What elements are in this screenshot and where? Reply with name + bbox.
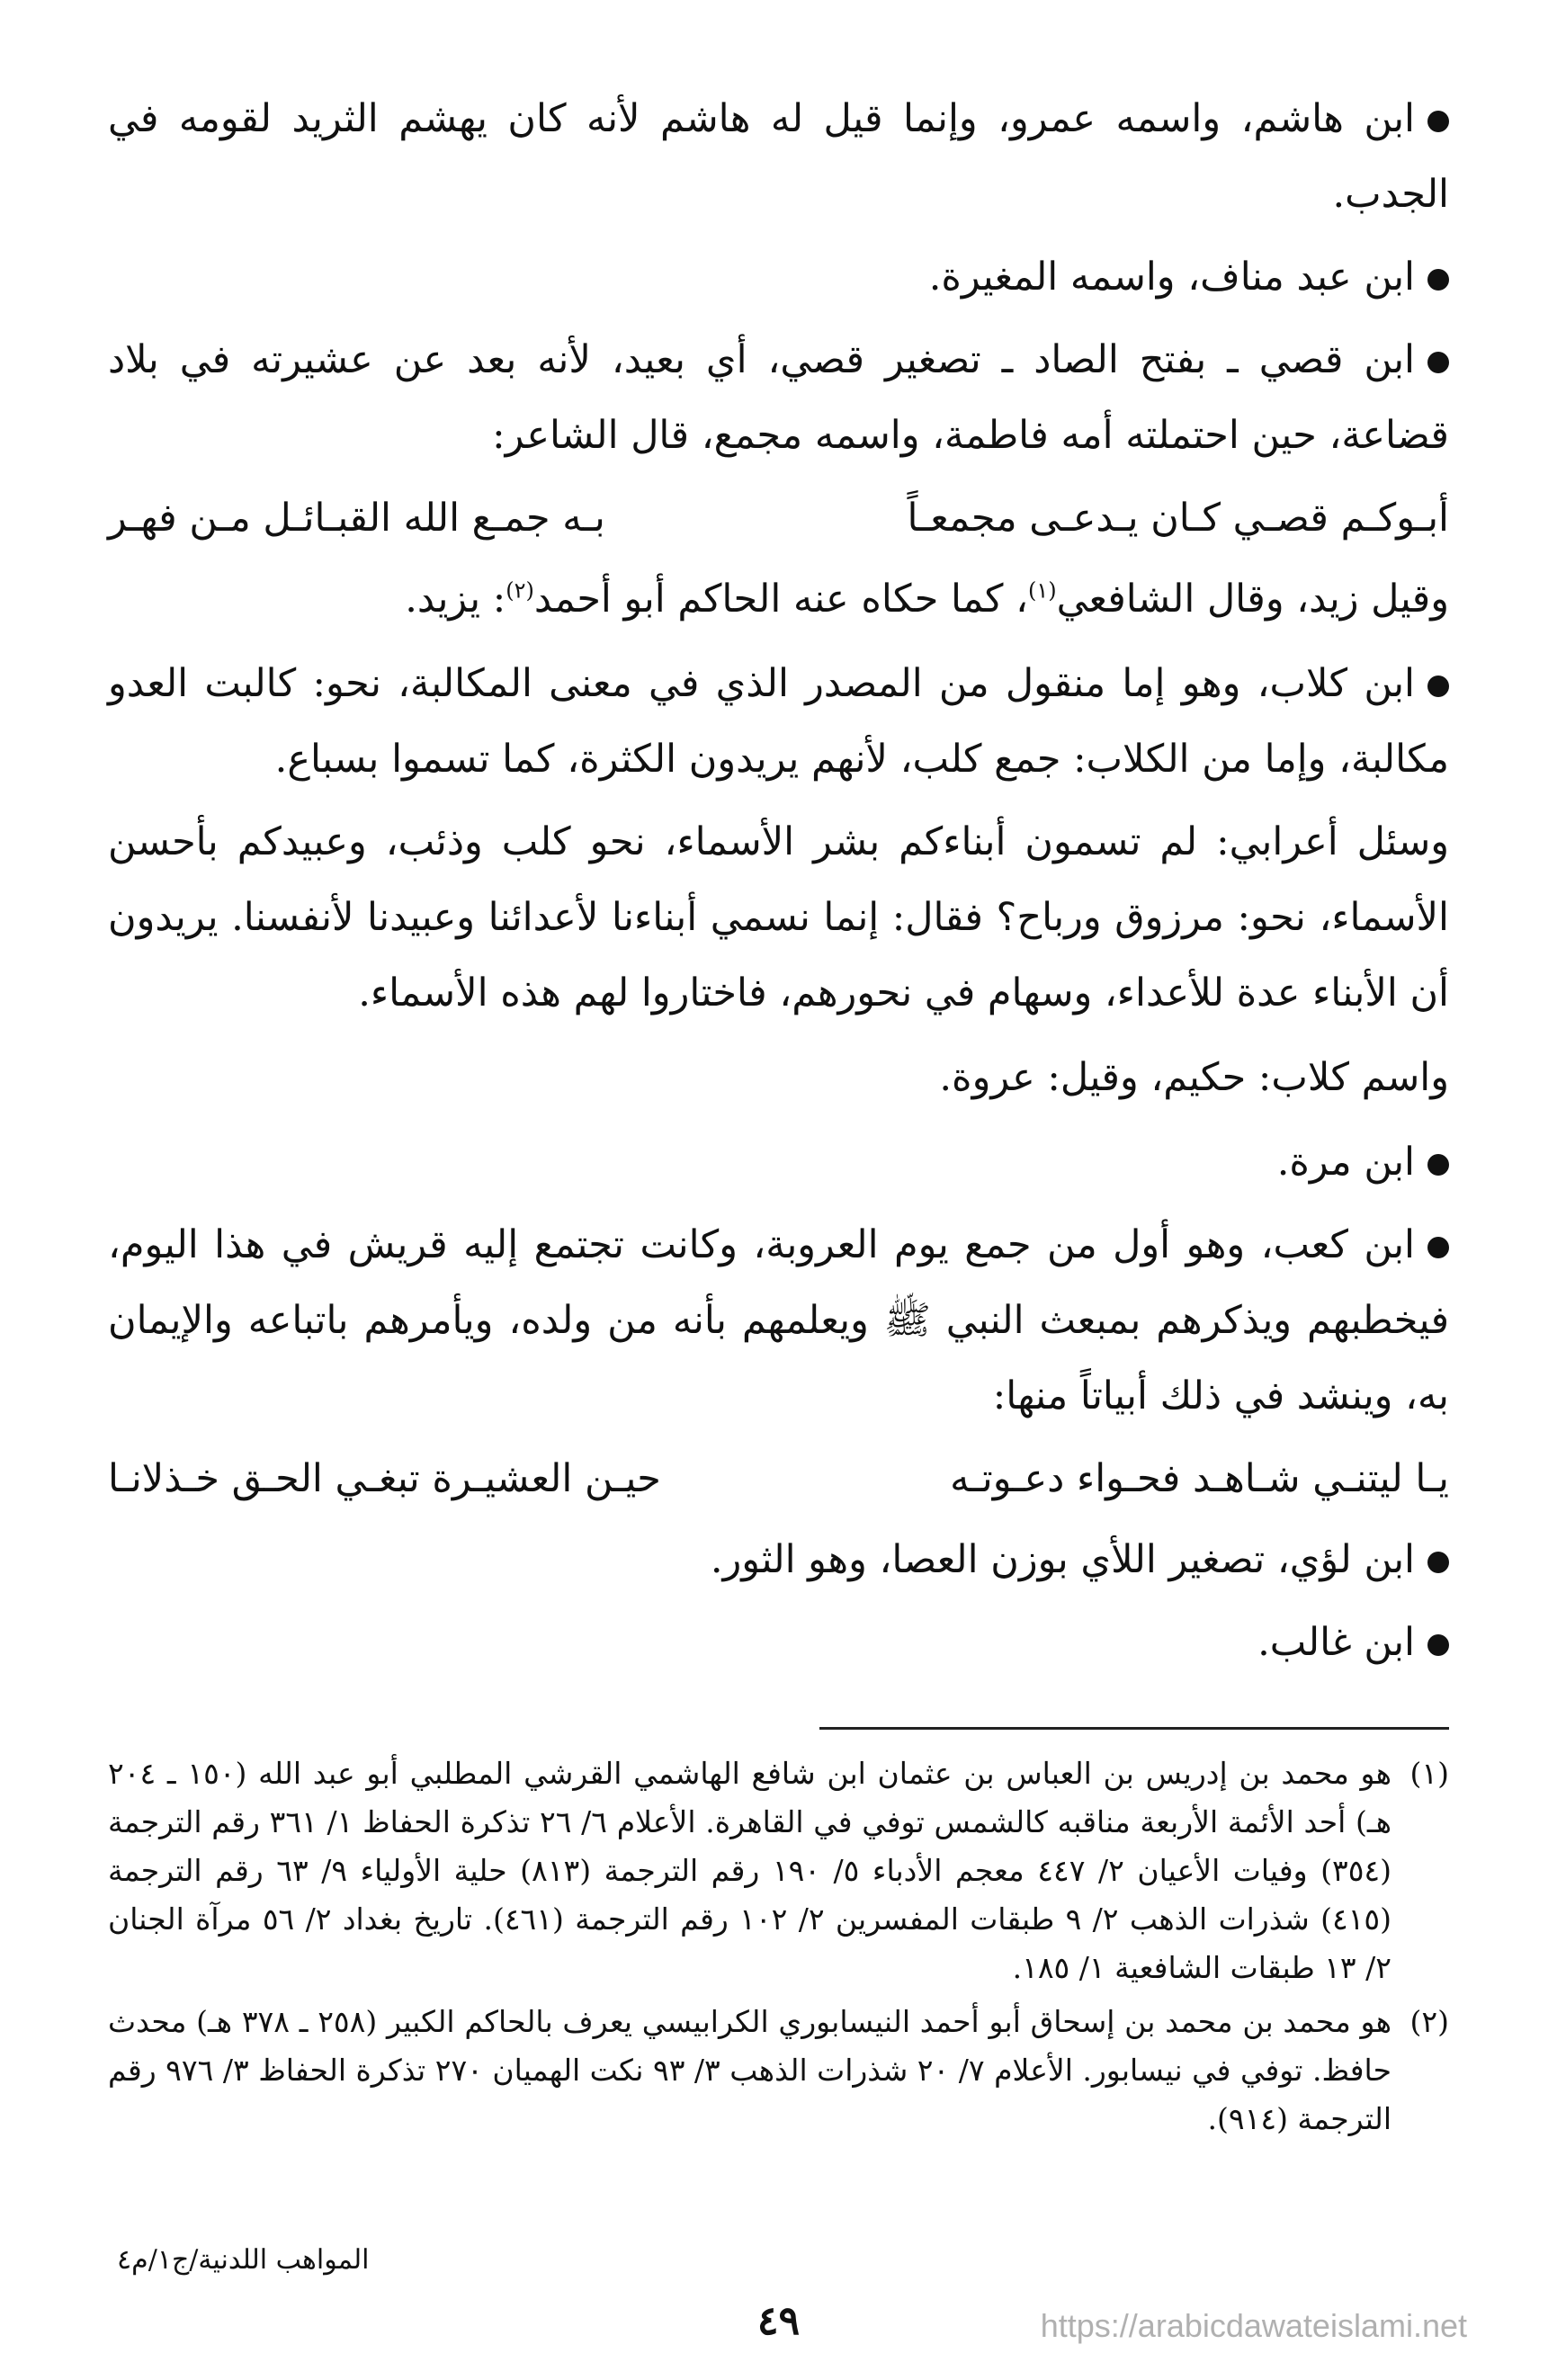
paragraph-zayd xyxy=(108,561,1449,637)
zayd-text-pre: وقيل زيد، وقال الشافعي xyxy=(1056,577,1449,622)
bullet-icon xyxy=(1427,111,1449,132)
paragraph-text: ابن مرة. xyxy=(1276,1140,1415,1185)
paragraph-text: ابن غالب. xyxy=(1257,1620,1415,1665)
paragraph-ibn-kilab xyxy=(108,646,1449,797)
footnote-text: هو محمد بن محمد بن إسحاق أبو أحمد النيسابوري الكرابيسي يعرف بالحاكم الكبير (٢٥٨ ـ ٣٧٨ هـ) محدث حافظ. توفي في نيسابور. الأعلام ٧/ ٢٠ شذرات الذهب ٣/ ٩٣ نكت الهميان ٢٧٠ تذكرة الحفاظ ٣/ ٩٧٦ رقم الترجمة (٩١٤). xyxy=(108,2004,1391,2136)
poem-verse-2 xyxy=(108,1441,1449,1517)
paragraph-ibn-hashim xyxy=(108,81,1449,232)
verse-first-hemistich: أبـوكـم قصـي كـان يـدعـى مجمعـاً xyxy=(907,496,1449,541)
poem-verse-1 xyxy=(108,480,1449,556)
footnote-number: (١) xyxy=(1409,1756,1449,1791)
paragraph-text: وسئل أعرابي: لم تسمون أبناءكم بشر الأسماء، نحو كلب وذئب، وعبيدكم بأحسن الأسماء، نحو: مرزوق ورباح؟ فقال: إنما نسمي أبناءنا لأعدائنا وعبيدنا لأنفسنا. يريدون أن الأبناء عدة للأعداء، وسهام في نحورهم، فاختاروا لهم هذه الأسماء. xyxy=(108,819,1449,1016)
paragraph-text: ابن كلاب، وهو إما منقول من المصدر الذي في معنى المكالبة، نحو: كالبت العدو مكالبة، وإما من الكلاب: جمع كلب، لأنهم يريدون الكثرة، كما تسموا بسباع. xyxy=(108,661,1449,782)
paragraph-text: ابن عبد مناف، واسمه المغيرة. xyxy=(928,255,1415,300)
footnotes xyxy=(108,1749,1449,2149)
footnote-1 xyxy=(108,1749,1449,1992)
footnote-ref-1[interactable]: (١) xyxy=(1027,577,1057,604)
zayd-text-post: : يزيد. xyxy=(405,577,506,622)
bullet-icon xyxy=(1427,352,1449,373)
paragraph-arab-question xyxy=(108,804,1449,1031)
footnote-ref-2[interactable]: (٢) xyxy=(506,577,534,604)
bullet-icon xyxy=(1427,1634,1449,1656)
paragraph-kilab-name xyxy=(108,1040,1449,1115)
paragraph-text: ابن هاشم، واسمه عمرو، وإنما قيل له هاشم لأنه كان يهشم الثريد لقومه في الجدب. xyxy=(108,96,1449,217)
verse-second-hemistich: بـه جمـع الله القبـائـل مـن فهـر xyxy=(108,496,605,541)
paragraph-ibn-luayy xyxy=(108,1522,1449,1597)
footnote-2 xyxy=(108,1998,1449,2143)
paragraph-ibn-kaab xyxy=(108,1207,1449,1434)
bullet-icon xyxy=(1427,269,1449,291)
footnote-number: (٢) xyxy=(1409,2004,1449,2039)
paragraph-text: ابن قصي ـ بفتح الصاد ـ تصغير قصي، أي بعيد، لأنه بعد عن عشيرته في بلاد قضاعة، حين احتملته أمه فاطمة، واسمه مجمع، قال الشاعر: xyxy=(108,337,1449,458)
main-text xyxy=(108,81,1449,1687)
paragraph-ibn-abd-manaf xyxy=(108,239,1449,315)
watermark-url: https://arabicdawateislami.net xyxy=(1040,2307,1467,2344)
paragraph-ibn-qusay xyxy=(108,322,1449,473)
running-footer: المواهب اللدنية/ج١/م٤ xyxy=(117,2244,370,2276)
bullet-icon xyxy=(1427,1154,1449,1176)
paragraph-text: واسم كلاب: حكيم، وقيل: عروة. xyxy=(939,1055,1449,1100)
paragraph-text: ابن لؤي، تصغير اللأي بوزن العصا، وهو الثور. xyxy=(710,1537,1415,1582)
paragraph-text: ابن كعب، وهو أول من جمع يوم العروبة، وكانت تجتمع إليه قريش في هذا اليوم، فيخطبهم ويذكرهم بمبعث النبي ﷺ ويعلمهم بأنه من ولده، ويأمرهم باتباعه والإيمان به، وينشد في ذلك أبياتاً منها: xyxy=(108,1222,1449,1418)
paragraph-ibn-ghalib xyxy=(108,1605,1449,1680)
paragraph-ibn-murra xyxy=(108,1124,1449,1200)
footnote-divider xyxy=(819,1727,1449,1730)
verse-first-hemistich: يـا ليتنـي شـاهـد فحـواء دعـوتـه xyxy=(950,1456,1449,1501)
bullet-icon xyxy=(1427,676,1449,697)
page-number: ٤٩ xyxy=(756,2298,801,2344)
zayd-text-mid: ، كما حكاه عنه الحاكم أبو أحمد xyxy=(533,577,1028,622)
bullet-icon xyxy=(1427,1552,1449,1573)
verse-second-hemistich: حيـن العشيـرة تبغـي الحـق خـذلانـا xyxy=(108,1456,661,1501)
bullet-icon xyxy=(1427,1237,1449,1258)
footnote-text: هو محمد بن إدريس بن العباس بن عثمان ابن شافع الهاشمي القرشي المطلبي أبو عبد الله (١٥٠ ـ ٢٠٤ هـ) أحد الأئمة الأربعة مناقبه كالشمس توفي في القاهرة. الأعلام ٦/ ٢٦ تذكرة الحفاظ ١/ ٣٦١ رقم الترجمة (٣٥٤) وفيات الأعيان ٢/ ٤٤٧ معجم الأدباء ٥/ ١٩٠ رقم الترجمة (٨١٣) حلية الأولياء ٩/ ٦٣ رقم الترجمة (٤١٥) شذرات الذهب ٢/ ٩ طبقات المفسرين ٢/ ١٠٢ رقم الترجمة (٤٦١). تاريخ بغداد ٢/ ٥٦ مرآة الجنان ٢/ ١٣ طبقات الشافعية ١/ ١٨٥. xyxy=(108,1756,1392,1985)
